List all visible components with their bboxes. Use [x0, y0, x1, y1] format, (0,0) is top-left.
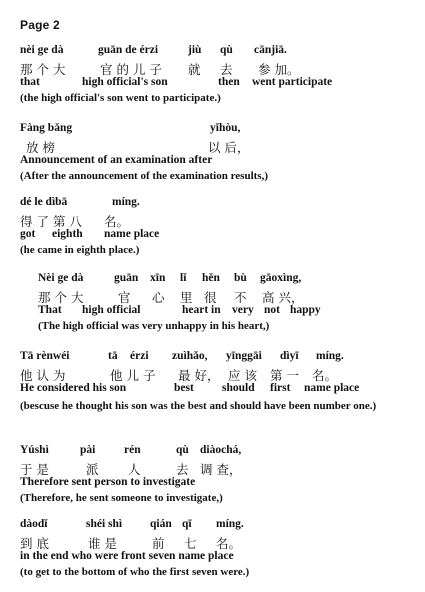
- pinyin-word: pài: [80, 444, 96, 456]
- pinyin-word: hěn: [202, 272, 220, 284]
- hanzi-word: 官 的 儿 子: [100, 62, 162, 77]
- hanzi-word: 谁 是: [88, 536, 117, 551]
- hanzi-word: 七: [184, 536, 197, 551]
- hanzi-word: 去: [220, 62, 233, 77]
- gloss-word: happy: [290, 304, 321, 316]
- gloss-word: first: [270, 382, 291, 394]
- pinyin-word: shéi shì: [86, 518, 123, 530]
- gloss-word: That: [38, 304, 62, 316]
- hanzi-word: 以 后，: [208, 140, 250, 155]
- hanzi-word: 去: [176, 462, 189, 477]
- pinyin-word: zuìhǎo,: [172, 350, 208, 362]
- hanzi-line: [20, 60, 300, 77]
- gloss-word: name place: [304, 382, 360, 394]
- hanzi-line: [20, 534, 249, 550]
- sentence-block: [20, 444, 242, 508]
- gloss-word: He considered his son: [20, 382, 127, 394]
- hanzi-word: 第 一: [270, 368, 299, 383]
- translation-line: (After the announcement of the examination results,): [20, 170, 268, 182]
- pinyin-line: [20, 196, 139, 212]
- hanzi-word: 调 查，: [200, 462, 242, 477]
- sentence-block: [38, 272, 321, 336]
- sentence-block: [20, 196, 160, 260]
- pinyin-word: guān: [114, 272, 139, 284]
- pinyin-word: míng.: [112, 196, 140, 208]
- hanzi-word: 他 儿 子: [110, 368, 156, 383]
- pinyin-word: guān de érzi: [98, 44, 159, 56]
- gloss-word: then: [218, 76, 240, 88]
- hanzi-word: 心: [152, 290, 165, 305]
- pinyin-word: Yúshì: [20, 444, 49, 456]
- pinyin-word: qián: [150, 518, 172, 530]
- hanzi-line: [20, 138, 268, 154]
- gloss-line: [20, 76, 333, 92]
- gloss-word: high official: [82, 304, 141, 316]
- gloss-word: Therefore sent person to investigate: [20, 476, 196, 488]
- translation-line: (to get to the bottom of who the first seven were.): [20, 566, 250, 578]
- sentence-block: [20, 518, 249, 582]
- gloss-word: Announcement of an examination after: [20, 154, 213, 166]
- gloss-line: [20, 476, 223, 492]
- pinyin-word: dàodǐ: [20, 518, 48, 530]
- pinyin-line: [38, 272, 302, 288]
- pinyin-word: qù: [220, 44, 233, 56]
- pinyin-word: cānjiā.: [254, 44, 287, 56]
- hanzi-word: 那 个 大: [20, 62, 66, 77]
- gloss-word: not: [264, 304, 280, 316]
- gloss-word: should: [222, 382, 255, 394]
- hanzi-line: [20, 366, 415, 382]
- pinyin-word: gāoxìng,: [260, 272, 302, 284]
- pinyin-word: rén: [124, 444, 141, 456]
- pinyin-word: lǐ: [180, 272, 187, 284]
- gloss-word: went participate: [252, 76, 333, 88]
- hanzi-word: 名。: [104, 214, 130, 229]
- hanzi-word: 官: [118, 290, 131, 305]
- pinyin-word: dìyī: [280, 350, 299, 362]
- translation-line: (he came in eighth place.): [20, 244, 140, 256]
- pinyin-word: Tā rènwéi: [20, 350, 70, 362]
- hanzi-word: 于 是: [20, 462, 49, 477]
- translation-line: (the high official's son went to participate.): [20, 92, 221, 104]
- pinyin-word: qī: [182, 518, 192, 530]
- pinyin-word: xīn: [150, 272, 166, 284]
- gloss-word: high official's son: [82, 76, 168, 88]
- hanzi-word: 那 个 大: [38, 290, 84, 305]
- gloss-word: heart in: [182, 304, 221, 316]
- translation-line: (bescuse he thought his son was the best and should have been number one.): [20, 400, 377, 412]
- hanzi-line: [38, 288, 304, 305]
- hanzi-word: 前: [152, 536, 165, 551]
- sentence-block: [20, 44, 333, 108]
- hanzi-word: 不: [234, 290, 247, 305]
- hanzi-word: 名。: [312, 368, 338, 383]
- hanzi-word: 很: [204, 290, 217, 305]
- hanzi-word: 人: [128, 462, 141, 477]
- pinyin-word: érzi: [130, 350, 149, 362]
- pinyin-word: jiù: [188, 44, 202, 56]
- pinyin-line: [20, 44, 287, 60]
- pinyin-word: yǐhòu,: [210, 122, 241, 134]
- gloss-word: eighth: [52, 228, 83, 240]
- hanzi-word: 名。: [216, 536, 242, 551]
- pinyin-word: míng.: [316, 350, 344, 362]
- pinyin-word: qù: [176, 444, 189, 456]
- pinyin-word: diàochá,: [200, 444, 242, 456]
- pinyin-word: Nèi ge dà: [38, 272, 84, 284]
- pinyin-line: [20, 122, 268, 138]
- hanzi-line: [20, 212, 139, 228]
- pinyin-line: [20, 444, 242, 460]
- sentence-block: [20, 122, 268, 186]
- hanzi-word: 到 底: [20, 536, 49, 551]
- gloss-word: that: [20, 76, 40, 88]
- pinyin-word: nèi ge dà: [20, 44, 64, 56]
- hanzi-word: 最 好，: [178, 368, 220, 383]
- gloss-word: name place: [104, 228, 160, 240]
- gloss-word: best: [174, 382, 194, 394]
- sentence-block: [20, 350, 415, 414]
- hanzi-word: 他 认 为: [20, 368, 66, 383]
- hanzi-word: 就: [188, 62, 201, 77]
- hanzi-word: 派: [86, 462, 99, 477]
- pinyin-word: tā: [108, 350, 118, 362]
- hanzi-word: 应 该: [228, 368, 257, 383]
- pinyin-word: Fàng bǎng: [20, 122, 73, 134]
- translation-line: (Therefore, he sent someone to investigate,): [20, 492, 223, 504]
- translation-line: (The high official was very unhappy in his heart,): [38, 320, 270, 332]
- gloss-line: [20, 154, 268, 170]
- gloss-word: in the end who were front seven name place: [20, 550, 234, 562]
- gloss-line: [20, 382, 415, 398]
- hanzi-word: 里: [180, 290, 193, 305]
- pinyin-word: bù: [234, 272, 247, 284]
- pinyin-word: míng.: [216, 518, 244, 530]
- pinyin-word: yīnggāi: [226, 350, 262, 362]
- pinyin-word: dé le dìbā: [20, 196, 68, 208]
- gloss-line: [20, 550, 249, 566]
- gloss-line: [20, 228, 160, 244]
- hanzi-line: [20, 460, 242, 477]
- pinyin-line: [20, 350, 415, 366]
- pinyin-line: [20, 518, 249, 534]
- hanzi-word: 高 兴，: [262, 290, 304, 305]
- hanzi-word: 参 加。: [258, 62, 300, 77]
- hanzi-word: 放 榜: [26, 140, 55, 155]
- gloss-word: very: [232, 304, 254, 316]
- hanzi-word: 得 了 第 八: [20, 214, 82, 229]
- page-label: Page 2: [20, 18, 60, 32]
- gloss-line: [38, 304, 321, 320]
- gloss-word: got: [20, 228, 36, 240]
